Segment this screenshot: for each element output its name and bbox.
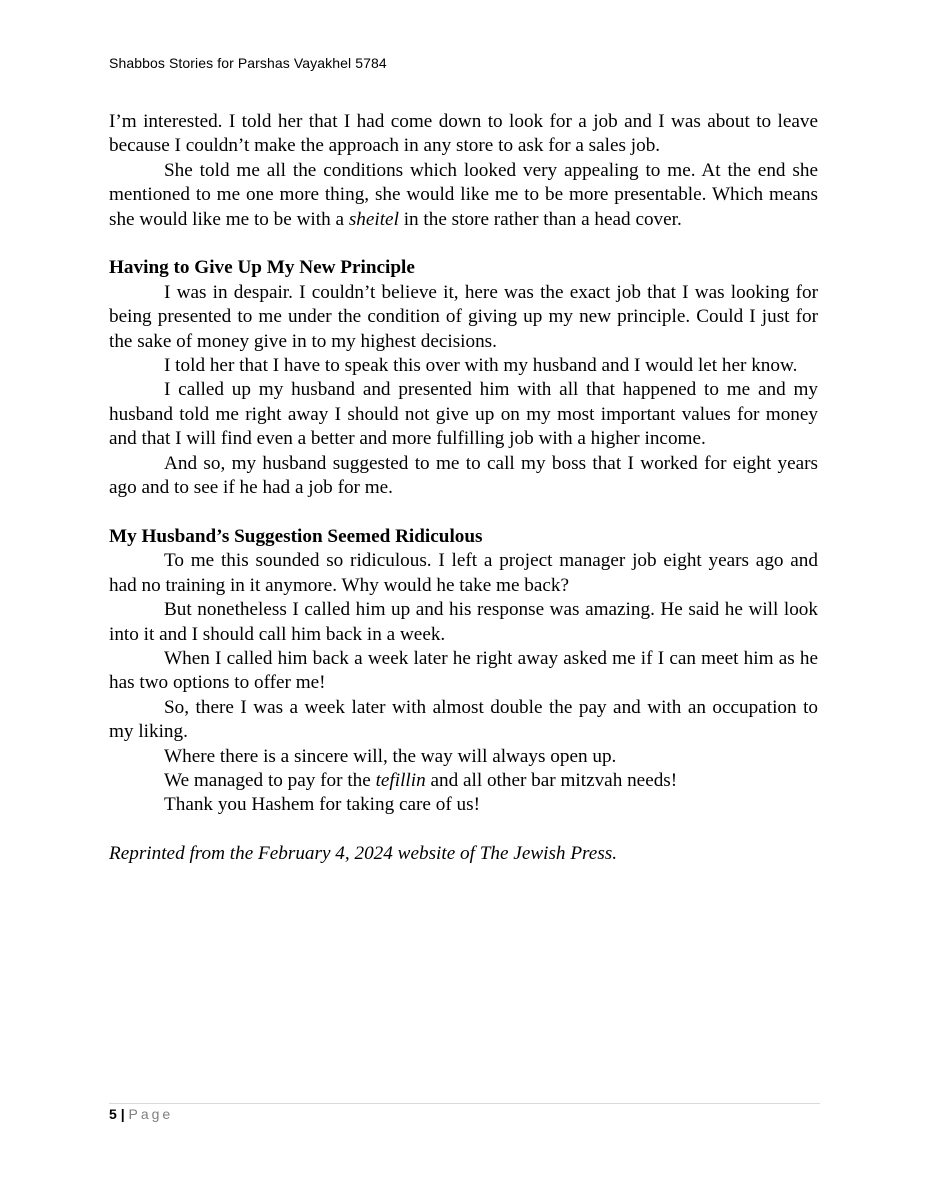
page-label: Page — [128, 1106, 174, 1122]
paragraph: And so, my husband suggested to me to call my boss that I worked for eight years ago and to see if he had a job for me. — [109, 452, 818, 499]
emphasis-word: sheitel — [348, 208, 399, 230]
section-heading: My Husband’s Suggestion Seemed Ridiculous — [109, 525, 483, 547]
paragraph-text: and all other bar mitzvah needs! — [425, 769, 678, 791]
paragraph: So, there I was a week later with almost double the pay and with an occupation to my liking. — [109, 696, 818, 743]
running-header: Shabbos Stories for Parshas Vayakhel 5784 — [109, 55, 387, 71]
article-body — [109, 110, 818, 867]
paragraph: I told her that I have to speak this over with my husband and I would let her know. — [164, 355, 798, 377]
footer-divider — [109, 1103, 820, 1104]
paragraph: I’m interested. I told her that I had come down to look for a job and I was about to leave because I couldn’t make the approach in any store to ask for a sales job. — [109, 111, 818, 157]
paragraph: But nonetheless I called him up and his response was amazing. He said he will look into it and I should call him back in a week. — [109, 599, 818, 645]
page-number: 5 — [109, 1106, 117, 1122]
footer-separator: | — [120, 1106, 125, 1122]
reprint-credit: Reprinted from the February 4, 2024 website of The Jewish Press. — [109, 843, 618, 865]
paragraph: When I called him back a week later he right away asked me if I can meet him as he has two options to offer me! — [109, 647, 818, 694]
page-footer — [109, 1106, 173, 1122]
paragraph: Thank you Hashem for taking care of us! — [164, 794, 480, 816]
paragraph-text: She told me all the conditions which looked very appealing to me. At the end she mentioned to me one more thing, she would like me to be more presentable. Which means she would like me to be with a — [109, 159, 818, 230]
paragraph: To me this sounded so ridiculous. I left a project manager job eight years ago and had no training in it anymore. Why would he take me back? — [109, 550, 818, 596]
paragraph — [109, 159, 818, 232]
blank-line — [109, 232, 818, 256]
blank-line — [109, 500, 818, 524]
paragraph: Where there is a sincere will, the way will always open up. — [164, 745, 617, 767]
paragraph-text: We managed to pay for the — [164, 769, 376, 791]
paragraph: I was in despair. I couldn’t believe it, here was the exact job that I was looking for being presented to me under the condition of giving up my new principle. Could I just for the sake of money give in to my highest decisions. — [109, 281, 818, 352]
paragraph: I called up my husband and presented him with all that happened to me and my husband told me right away I should not give up on my most important values for money and that I will find even a better and more fulfilling job with a higher income. — [109, 379, 818, 450]
section-heading: Having to Give Up My New Principle — [109, 257, 415, 279]
paragraph-text: in the store rather than a head cover. — [398, 208, 682, 230]
paragraph — [109, 769, 818, 793]
emphasis-word: tefillin — [375, 769, 426, 791]
blank-line — [109, 818, 818, 842]
